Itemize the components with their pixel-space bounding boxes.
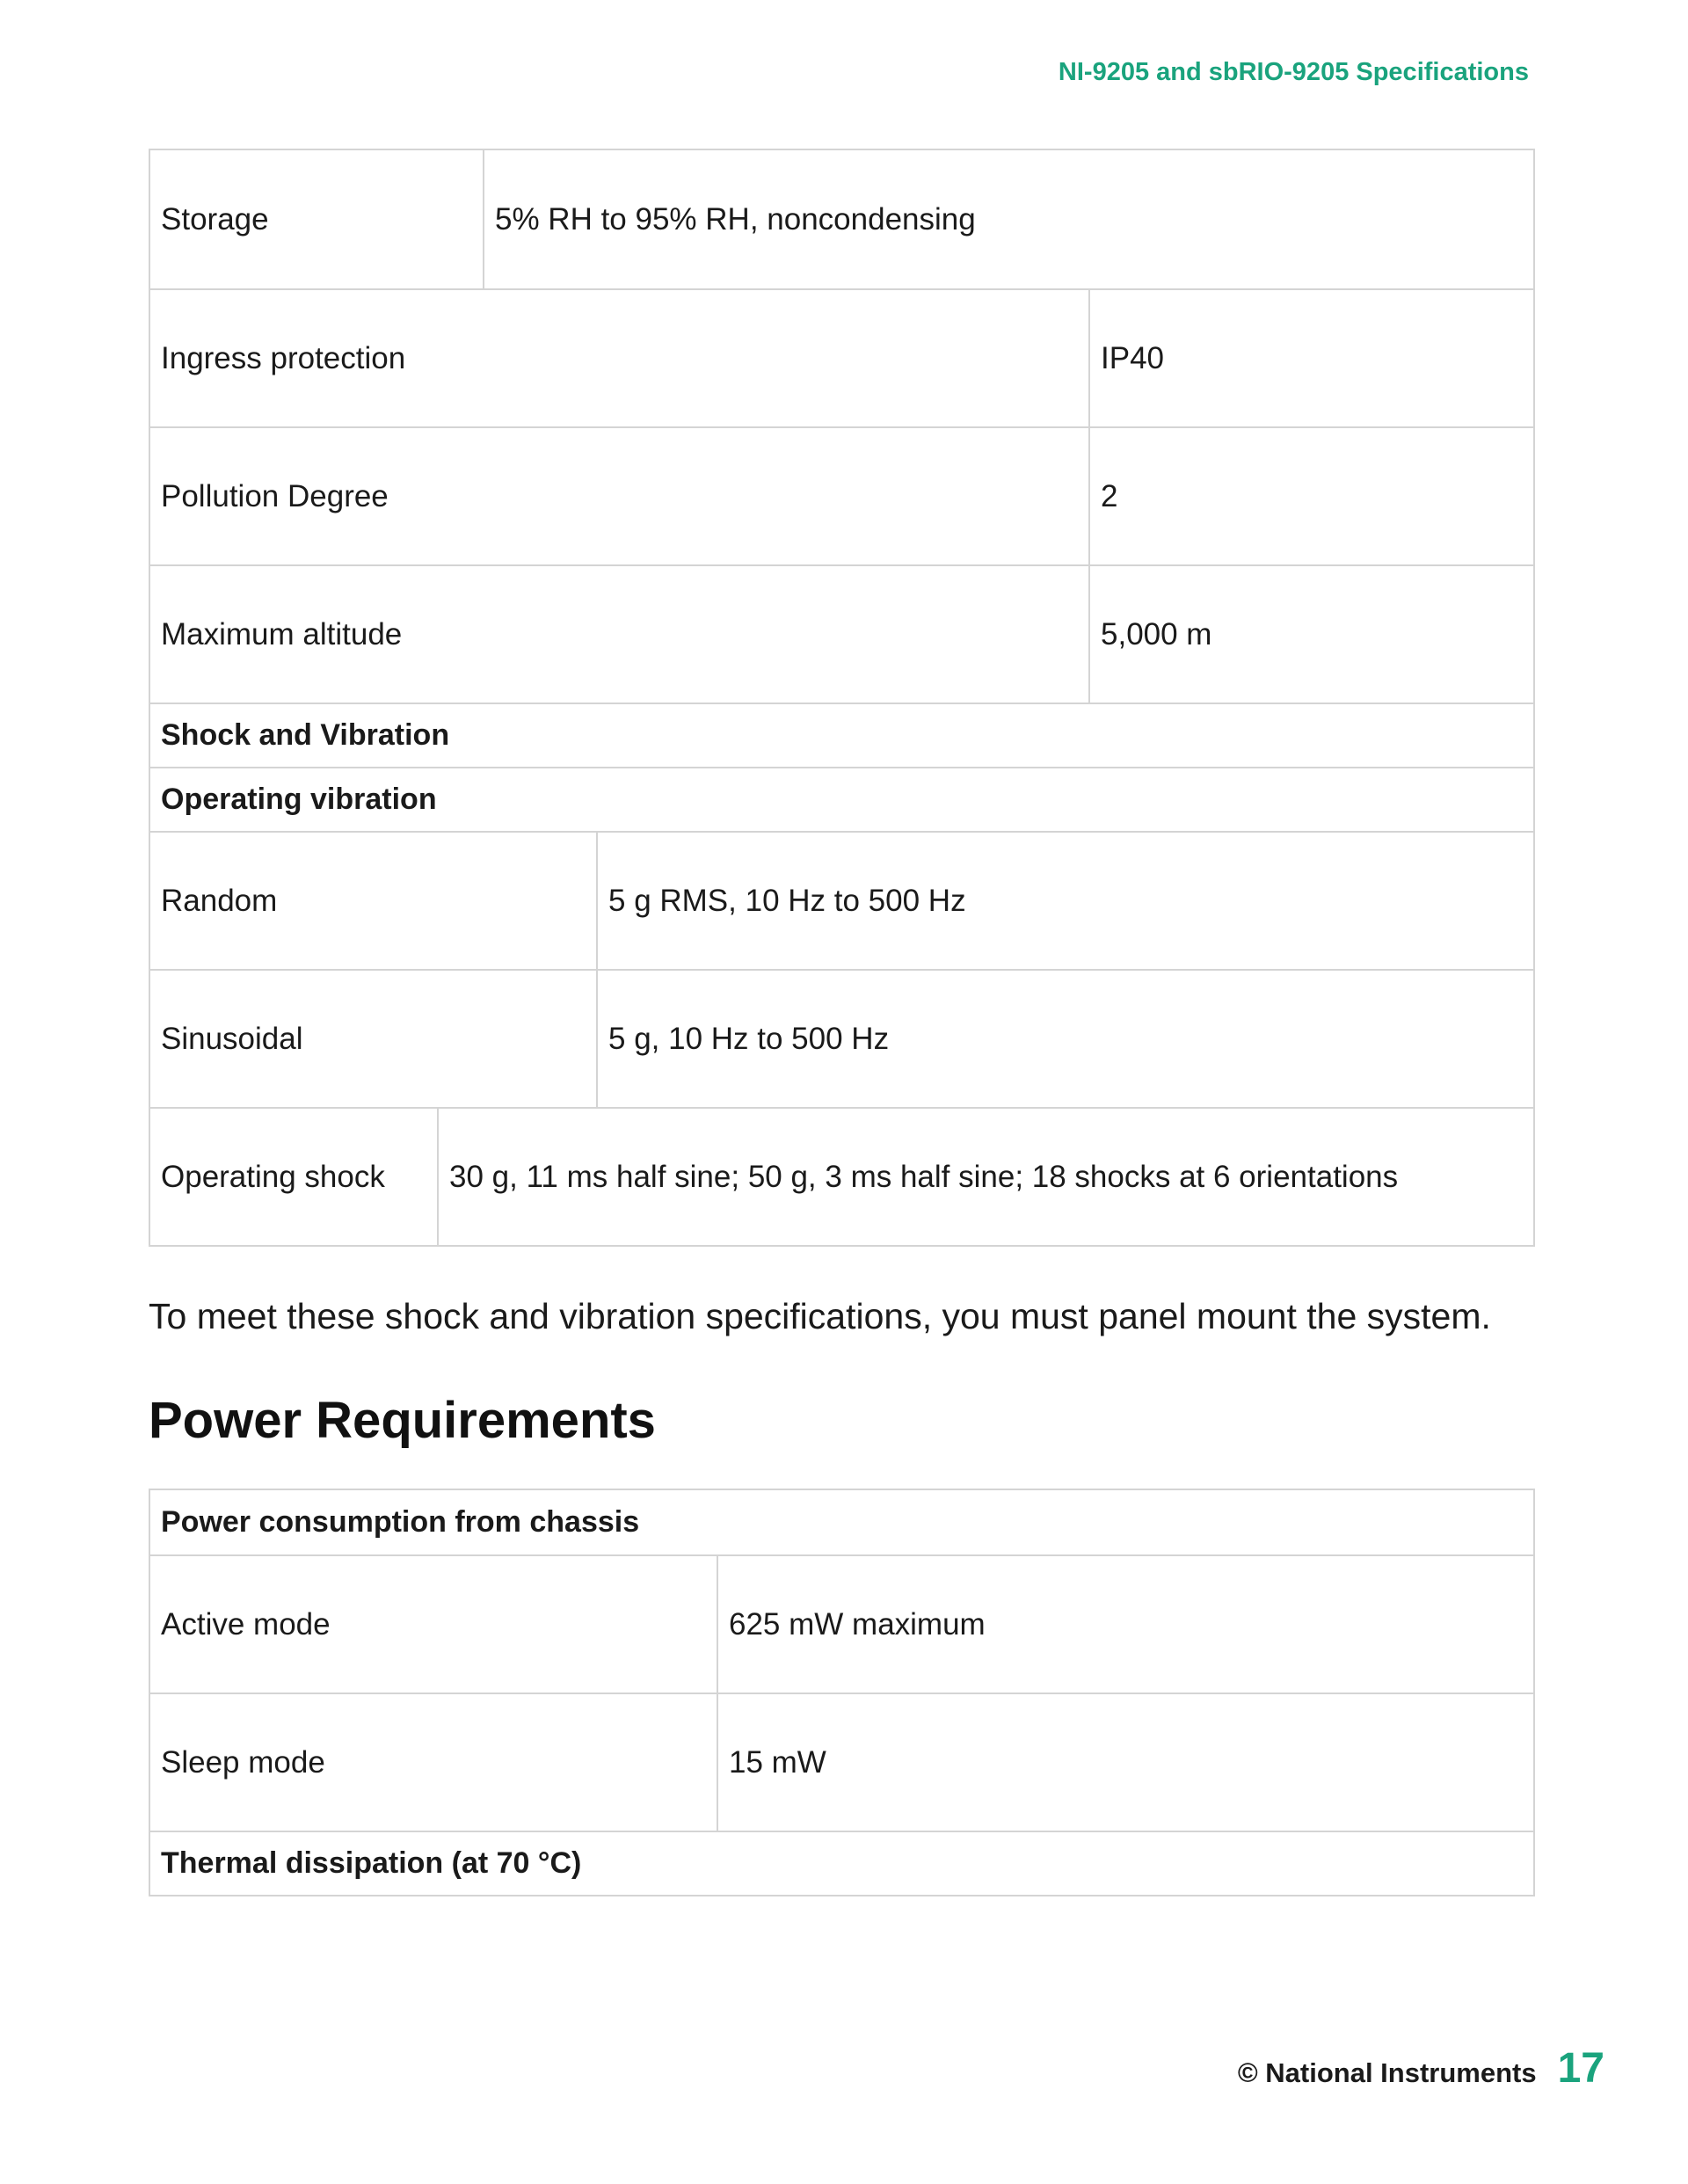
spec-label: Sleep mode bbox=[161, 1744, 325, 1780]
mounting-note: To meet these shock and vibration specifications, you must panel mount the system. bbox=[149, 1296, 1491, 1336]
spec-label: Random bbox=[161, 883, 278, 918]
spec-label: Operating shock bbox=[161, 1159, 385, 1194]
table-row bbox=[150, 831, 1533, 969]
table-section-heading bbox=[150, 1490, 1533, 1554]
spec-value: 5 g, 10 Hz to 500 Hz bbox=[596, 971, 1533, 1107]
table-row bbox=[150, 288, 1533, 426]
table-row bbox=[150, 1107, 1533, 1245]
spec-label: Sinusoidal bbox=[161, 1021, 303, 1056]
spec-label: Maximum altitude bbox=[161, 616, 403, 652]
table-section-heading bbox=[150, 1831, 1533, 1895]
spec-value: 625 mW maximum bbox=[717, 1556, 1533, 1693]
document-header: NI-9205 and sbRIO-9205 Specifications bbox=[1058, 58, 1529, 86]
section-heading-label: Power consumption from chassis bbox=[161, 1505, 640, 1539]
table-section-heading bbox=[150, 767, 1533, 831]
spec-label: Active mode bbox=[161, 1606, 331, 1642]
spec-value: 30 g, 11 ms half sine; 50 g, 3 ms half sine; 18 shocks at 6 orientations bbox=[437, 1109, 1533, 1245]
table-row bbox=[150, 150, 1533, 288]
page-footer bbox=[1238, 2044, 1604, 2093]
spec-value: 5 g RMS, 10 Hz to 500 Hz bbox=[596, 833, 1533, 969]
section-heading-label: Shock and Vibration bbox=[161, 718, 450, 752]
spec-value: 15 mW bbox=[717, 1694, 1533, 1831]
spec-label: Pollution Degree bbox=[161, 478, 389, 513]
spec-value: IP40 bbox=[1088, 290, 1533, 426]
spec-value: 5,000 m bbox=[1088, 566, 1533, 703]
environmental-spec-table bbox=[149, 149, 1535, 1247]
page-number: 17 bbox=[1557, 2045, 1604, 2092]
table-row bbox=[150, 969, 1533, 1107]
table-section-heading bbox=[150, 703, 1533, 767]
section-title: Power Requirements bbox=[149, 1392, 656, 1449]
section-heading-label: Operating vibration bbox=[161, 783, 437, 816]
spec-label: Storage bbox=[161, 201, 269, 237]
copyright-text: © National Instruments bbox=[1237, 2057, 1537, 2088]
table-row bbox=[150, 1693, 1533, 1831]
power-spec-table bbox=[149, 1489, 1535, 1896]
spec-value: 5% RH to 95% RH, noncondensing bbox=[483, 150, 1533, 288]
section-heading-label: Thermal dissipation (at 70 °C) bbox=[161, 1846, 582, 1880]
table-row bbox=[150, 564, 1533, 703]
spec-label: Ingress protection bbox=[161, 340, 406, 375]
table-row bbox=[150, 1554, 1533, 1693]
spec-value: 2 bbox=[1088, 428, 1533, 564]
table-row bbox=[150, 426, 1533, 564]
